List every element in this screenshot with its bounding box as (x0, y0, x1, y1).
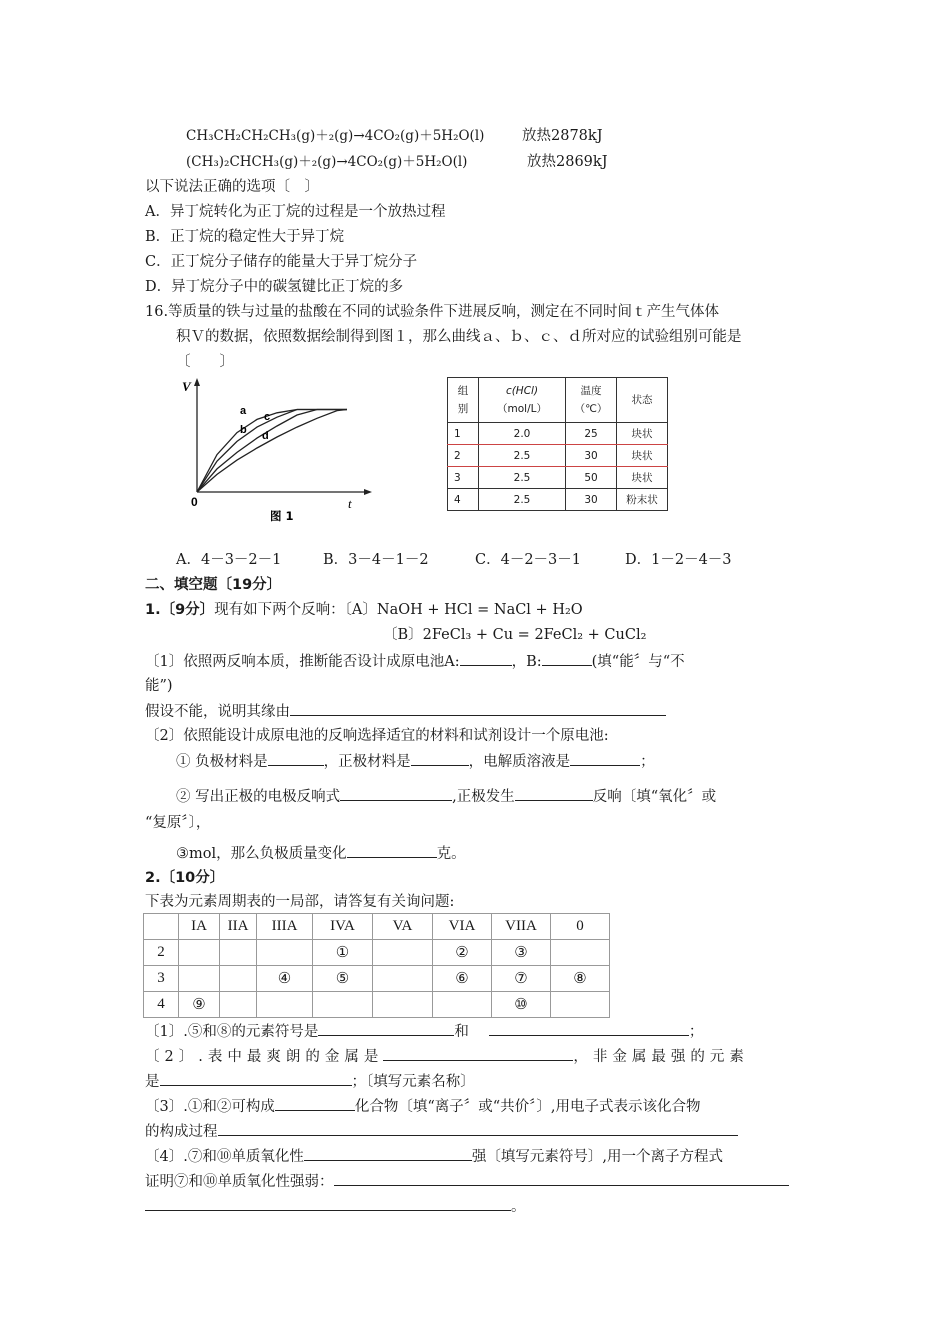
positive-material-blank[interactable] (411, 751, 469, 766)
table-cell: VIA (433, 914, 492, 940)
periodic-table (143, 913, 610, 1018)
table-cell: 2.5 (479, 445, 566, 467)
q2-part2: 〔2〕.表中最爽朗的金属是 ，非金属最强的元素 (145, 1046, 749, 1067)
header-state: 状态 (617, 378, 668, 423)
negative-material-blank[interactable] (268, 751, 324, 766)
curve-label-c: c (264, 411, 271, 423)
q15-option-c: C．正丁烷分子储存的能量大于异丁烷分子 (145, 254, 418, 270)
q16-option-a: A．4－3－2－1 (176, 552, 282, 568)
q16-option-d: D．1－2－4－3 (625, 552, 732, 568)
q1-part2-3: ③mol，那么负极质量变化 克。 (176, 843, 466, 864)
table-cell: ⑨ (179, 992, 220, 1018)
q2-part4-end: 。 (145, 1196, 526, 1217)
table-cell: 2 (144, 940, 179, 966)
table-cell (257, 992, 313, 1018)
table-cell (220, 966, 257, 992)
experiment-table (447, 377, 668, 511)
symbol-blank-5[interactable] (318, 1021, 454, 1036)
table-cell: ⑧ (551, 966, 610, 992)
y-axis-arrow (194, 378, 200, 386)
curve-label-d: d (262, 430, 269, 442)
table-cell (220, 940, 257, 966)
figure-1-chart (178, 375, 378, 525)
table-cell (551, 940, 610, 966)
table-cell: 2.5 (479, 467, 566, 489)
table-cell: 2 (448, 445, 479, 467)
q1-intro: 1.〔9分〕现有如下两个反响：〔A〕NaOH + HCl = NaCl + H₂O (145, 602, 583, 618)
table-cell (257, 940, 313, 966)
q1-part2-2-cont: “复原〞〕， (145, 815, 211, 831)
answer-blank-a[interactable] (460, 651, 512, 666)
table-cell: 25 (566, 423, 617, 445)
table-row (448, 489, 668, 511)
table-row (448, 445, 668, 467)
table-cell: 块状 (617, 467, 668, 489)
origin-label: 0 (191, 495, 198, 509)
table-cell: 3 (448, 467, 479, 489)
table-cell: IIA (220, 914, 257, 940)
table-cell (551, 992, 610, 1018)
table-cell: 4 (448, 489, 479, 511)
q2-part3-cont: 的构成过程 (145, 1121, 738, 1142)
series-line-a (197, 410, 347, 493)
curve-label-b: b (240, 424, 247, 436)
table-cell: 块状 (617, 423, 668, 445)
x-axis-label: t (348, 496, 352, 511)
strong-nonmetal-blank[interactable] (160, 1071, 352, 1086)
table-row (448, 423, 668, 445)
header-group: 组 别 (448, 378, 479, 423)
table-cell: ⑩ (492, 992, 551, 1018)
table-cell: 30 (566, 445, 617, 467)
table-cell: ③ (492, 940, 551, 966)
q1-part2-2: ② 写出正极的电极反响式 ,正极发生 反响〔填“氧化〞或 (176, 786, 716, 807)
table-cell: 4 (144, 992, 179, 1018)
table-cell: 0 (551, 914, 610, 940)
series-line-b (197, 410, 347, 493)
q2-head: 2.〔10分〕 (145, 870, 225, 886)
table-row (144, 992, 610, 1018)
y-axis-label: V (182, 379, 191, 394)
symbol-blank-8[interactable] (489, 1021, 689, 1036)
q2-intro: 下表为元素周期表的一局部，请答复有关询问题: (145, 894, 455, 910)
q1-reason: 假设不能，说明其缘由 (145, 701, 666, 722)
equation-1: CH₃CH₂CH₂CH₃(g)＋₂(g)→4CO₂(g)＋5H₂O(l) (186, 128, 485, 144)
curve-label-a: a (240, 405, 247, 417)
q16-line1: 16.等质量的铁与过量的盐酸在不同的试验条件下进展反响，测定在不同时间ｔ产生气体体 (145, 304, 720, 320)
q2-part1: 〔1〕.⑤和⑧的元素符号是 和 ； (145, 1021, 703, 1042)
table-cell: IVA (313, 914, 373, 940)
table-cell (144, 914, 179, 940)
q2-part4-cont: 证明⑦和⑩单质氧化性强弱： (145, 1171, 789, 1192)
chart-axes (194, 378, 372, 495)
series-line-d (197, 410, 347, 493)
q16-line2: 积Ｖ的数据，依照数据绘制得到图１，那么曲线ａ、ｂ、ｃ、ｄ所对应的试验组别可能是 (176, 329, 742, 345)
answer-blank-b[interactable] (542, 651, 592, 666)
table-header-row (144, 914, 610, 940)
compound-type-blank[interactable] (275, 1096, 355, 1111)
table-cell (179, 966, 220, 992)
mass-change-blank[interactable] (347, 843, 437, 858)
q16-option-c: C．4－2－3－1 (475, 552, 581, 568)
q1-part1-cont: 能”) (145, 678, 173, 694)
table-cell: 1 (448, 423, 479, 445)
q16-line3: 〔 〕 (176, 354, 234, 370)
table-cell: 块状 (617, 445, 668, 467)
table-cell: ④ (257, 966, 313, 992)
oxidizer-blank[interactable] (304, 1146, 472, 1161)
q15-stem: 以下说法正确的选项〔 〕 (145, 179, 319, 195)
table-cell (179, 940, 220, 966)
electrode-equation-blank[interactable] (340, 786, 452, 801)
table-cell: IA (179, 914, 220, 940)
q15-option-a: A．异丁烷转化为正丁烷的过程是一个放热过程 (145, 204, 446, 220)
reason-blank[interactable] (290, 701, 666, 716)
table-cell: VIIA (492, 914, 551, 940)
q16-option-b: B．3－4－1－2 (323, 552, 429, 568)
active-metal-blank[interactable] (383, 1046, 573, 1061)
table-cell: ① (313, 940, 373, 966)
formation-process-blank[interactable] (218, 1121, 738, 1136)
section-2-title: 二、填空题〔19分〕 (145, 577, 282, 593)
table-row (448, 467, 668, 489)
table-cell: ② (433, 940, 492, 966)
table-cell: ⑤ (313, 966, 373, 992)
table-cell: VA (373, 914, 433, 940)
table-cell: 50 (566, 467, 617, 489)
table-cell (373, 992, 433, 1018)
equation-1-heat: 放热2878kJ (522, 128, 603, 144)
ion-equation-blank-2[interactable] (145, 1196, 511, 1211)
ion-equation-blank[interactable] (334, 1171, 789, 1186)
table-row (144, 940, 610, 966)
q1-part1: 〔1〕依照两反响本质，推断能否设计成原电池A: ，B: (填“能〞与“不 (145, 651, 685, 672)
x-axis-arrow (364, 489, 372, 495)
series-line-c (197, 410, 347, 493)
table-cell: 3 (144, 966, 179, 992)
q1-part2: 〔2〕依照能设计成原电池的反响选择适宜的材料和试剂设计一个原电池: (145, 728, 609, 744)
q15-option-d: D．异丁烷分子中的碳氢键比正丁烷的多 (145, 279, 404, 295)
q1-reaction-b: 〔B〕2FeCl₃ + Cu = 2FeCl₂ + CuCl₂ (383, 627, 647, 643)
reaction-type-blank[interactable] (515, 786, 593, 801)
table-cell: ⑦ (492, 966, 551, 992)
q2-part4: 〔4〕.⑦和⑩单质氧化性 强〔填写元素符号〕,用一个离子方程式 (145, 1146, 723, 1167)
table-cell: 2.5 (479, 489, 566, 511)
table-cell (373, 940, 433, 966)
table-cell (433, 992, 492, 1018)
table-cell (220, 992, 257, 1018)
electrolyte-blank[interactable] (570, 751, 640, 766)
table-cell: 30 (566, 489, 617, 511)
table-row (144, 966, 610, 992)
table-cell: IIIA (257, 914, 313, 940)
table-cell (313, 992, 373, 1018)
q2-part2-cont: 是 ；〔填写元素名称〕 (145, 1071, 475, 1092)
chart-title: 图 1 (270, 509, 294, 523)
equation-2: (CH₃)₂CHCH₃(g)＋₂(g)→4CO₂(g)＋5H₂O(l) (186, 154, 468, 170)
q15-option-b: B．正丁烷的稳定性大于异丁烷 (145, 229, 345, 245)
equation-2-heat: 放热2869kJ (527, 154, 608, 170)
q2-part3: 〔3〕.①和②可构成 化合物〔填“离子〞或“共价〞〕,用电子式表示该化合物 (145, 1096, 701, 1117)
header-conc: c(HCl) （mol/L） (479, 378, 566, 423)
table-cell: 2.0 (479, 423, 566, 445)
table-cell: 粉末状 (617, 489, 668, 511)
q1-part2-1: ① 负极材料是 ，正极材料是 ，电解质溶液是 ； (176, 751, 655, 772)
table-cell: ⑥ (433, 966, 492, 992)
header-temp: 温度 （℃） (566, 378, 617, 423)
table-cell (373, 966, 433, 992)
